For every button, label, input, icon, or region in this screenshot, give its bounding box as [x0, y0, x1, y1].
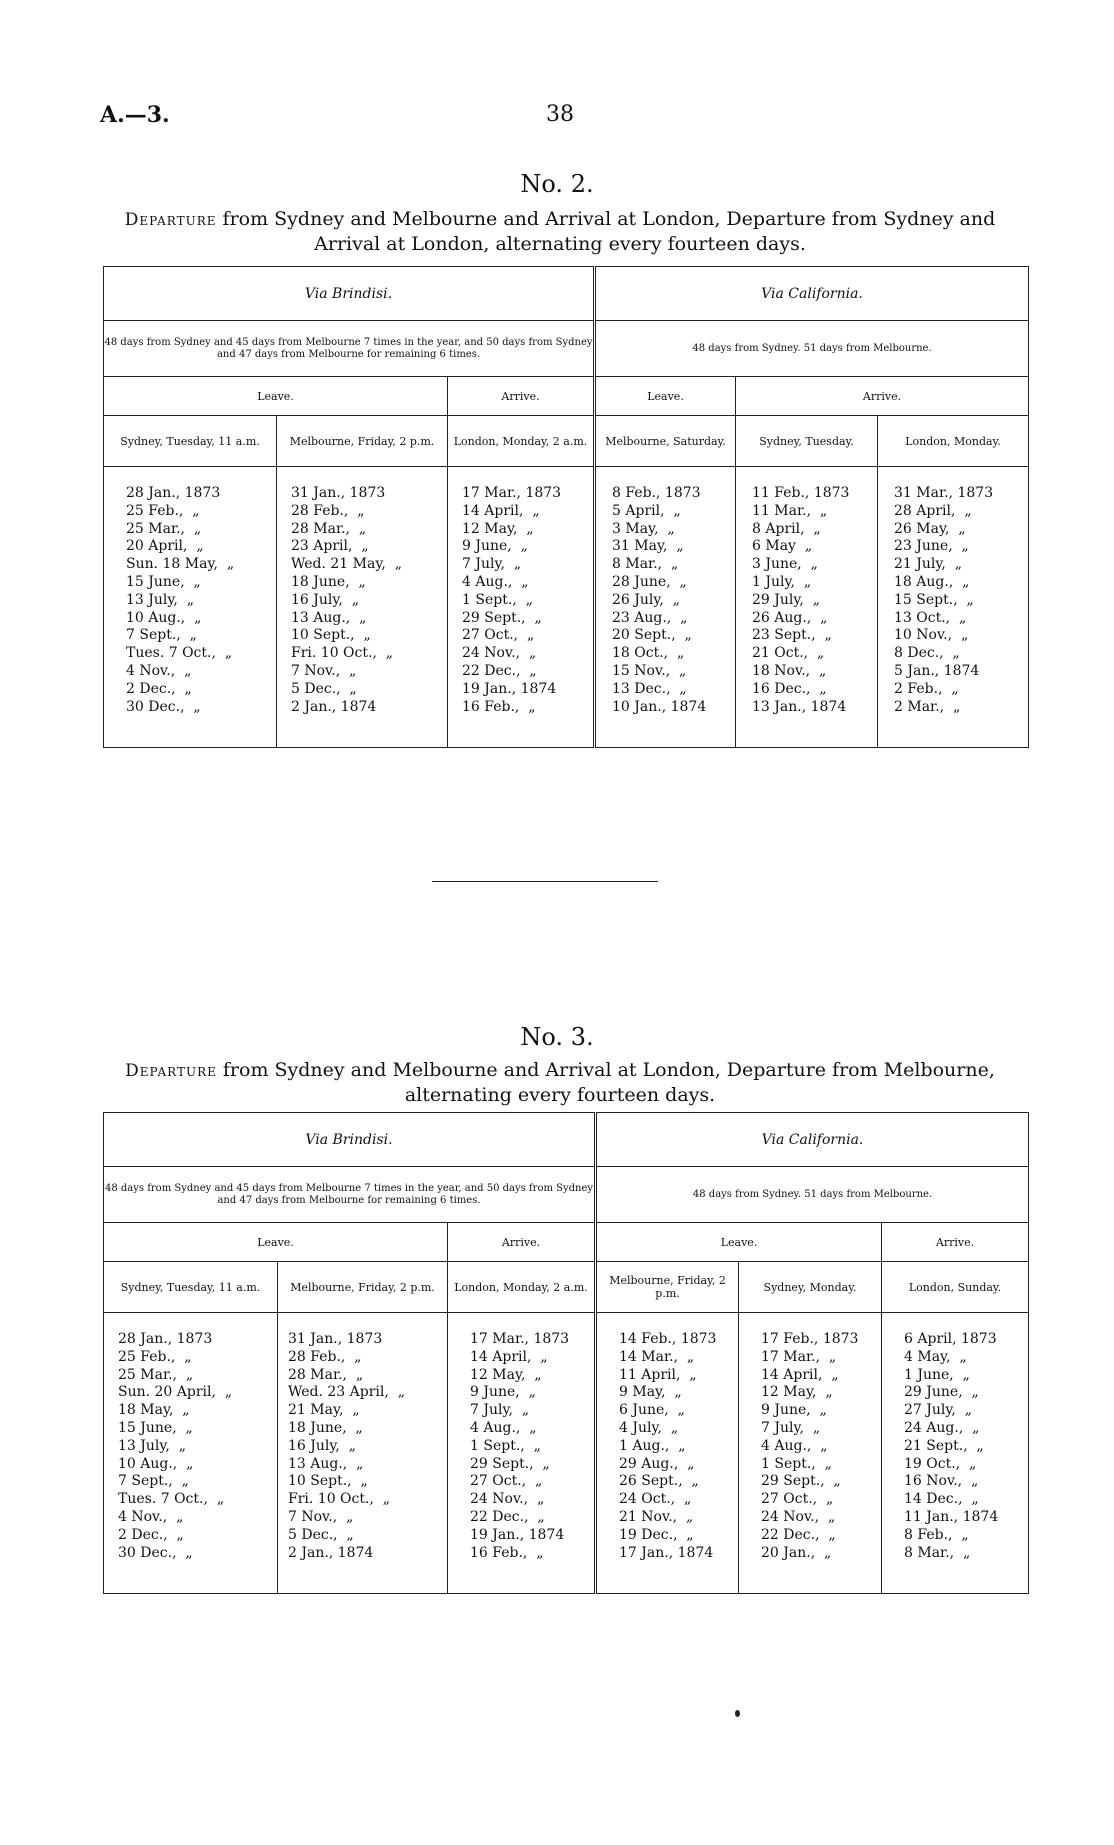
column-header: Melbourne, Saturday. — [595, 416, 736, 467]
column-header: Melbourne, Friday, 2 p.m. — [278, 1262, 448, 1313]
california-duration-note: 48 days from Sydney. 51 days from Melbourne. — [595, 321, 1029, 377]
via-brindisi-header: Via Brindisi. — [104, 1113, 596, 1167]
date-entry: Tues. 7 Oct., „ — [118, 1491, 225, 1508]
date-entry: 19 Dec., „ — [619, 1526, 694, 1543]
date-entry: 15 Nov., „ — [612, 662, 687, 679]
date-entry: 3 June, „ — [752, 556, 818, 573]
date-entry: 9 June, „ — [462, 538, 528, 555]
section-3-title-rest: from Sydney and Melbourne and Arrival at London, Departure from Melbourne, alternating every fourteen days. — [216, 1059, 995, 1106]
date-entry: 25 Feb., „ — [126, 502, 200, 519]
via-california-header: Via California. — [595, 267, 1029, 321]
column-header: London, Monday, 2 a.m. — [448, 416, 595, 467]
date-column — [739, 1313, 882, 1594]
date-entry: 24 Aug., „ — [904, 1419, 980, 1436]
date-entry: 16 July, „ — [288, 1437, 357, 1454]
date-entry: 28 Jan., 1873 — [118, 1331, 213, 1347]
date-entry: 28 June, „ — [612, 573, 687, 590]
date-entry: 4 Aug., „ — [462, 573, 529, 590]
date-entry: 21 Nov., „ — [619, 1508, 694, 1525]
date-entry: 1 Sept., „ — [761, 1455, 832, 1472]
arrive-label: Arrive. — [448, 377, 595, 416]
date-entry: 1 Sept., „ — [462, 591, 533, 608]
date-entry: 4 Aug., „ — [761, 1437, 828, 1454]
date-entry: 10 Aug., „ — [118, 1455, 194, 1472]
date-entry: 7 Sept., „ — [126, 627, 197, 644]
date-entry: 3 May, „ — [612, 520, 675, 537]
date-column — [596, 1313, 739, 1594]
section-3-title — [90, 1058, 1030, 1107]
column-header: Melbourne, Friday, 2 p.m. — [277, 416, 448, 467]
date-entry: 2 Mar., „ — [894, 698, 961, 715]
column-header: London, Monday. — [878, 416, 1029, 467]
date-entry: 7 July, „ — [761, 1419, 821, 1436]
date-entry: 13 Aug., „ — [291, 609, 367, 626]
arrive-label: Arrive. — [448, 1223, 596, 1262]
date-entry: 8 Dec., „ — [894, 645, 960, 662]
date-entry: 13 Aug., „ — [288, 1455, 364, 1472]
date-entry: 14 April, „ — [761, 1366, 839, 1383]
date-entry: 13 Dec., „ — [612, 680, 687, 697]
leave-label: Leave. — [104, 1223, 448, 1262]
ink-mark — [735, 1710, 740, 1717]
date-entry: 25 Mar., „ — [126, 520, 202, 537]
date-entry: 1 Aug., „ — [619, 1437, 686, 1454]
date-entry: 20 April, „ — [126, 538, 204, 555]
date-entry: 8 Mar., „ — [612, 556, 679, 573]
date-entry: 7 July, „ — [470, 1402, 530, 1419]
date-entry: Wed. 23 April, „ — [288, 1384, 405, 1401]
date-entry: Sun. 20 April, „ — [118, 1384, 233, 1401]
date-entry: 10 Sept., „ — [291, 627, 371, 644]
date-entry: 12 May, „ — [470, 1366, 542, 1383]
date-entry: 29 Sept., „ — [470, 1455, 550, 1472]
date-entry: 22 Dec., „ — [761, 1526, 836, 1543]
date-entry: 14 Mar., „ — [619, 1348, 695, 1365]
date-entry: 10 Nov., „ — [894, 627, 969, 644]
date-entry: 21 May, „ — [288, 1402, 360, 1419]
date-entry: 24 Nov., „ — [462, 645, 537, 662]
date-entry: 18 May, „ — [118, 1402, 190, 1419]
leave-label: Leave. — [104, 377, 448, 416]
date-entry: 17 Feb., 1873 — [761, 1331, 859, 1347]
date-entry: 7 July, „ — [462, 556, 522, 573]
date-entry: 9 June, „ — [470, 1384, 536, 1401]
date-entry: 28 April, „ — [894, 502, 972, 519]
date-entry: 21 Sept., „ — [904, 1437, 984, 1454]
column-header: London, Monday, 2 a.m. — [448, 1262, 596, 1313]
column-header: Sydney, Monday. — [739, 1262, 882, 1313]
date-entry: 24 Oct., „ — [619, 1491, 692, 1508]
column-header: Sydney, Tuesday. — [736, 416, 878, 467]
column-header: Melbourne, Friday, 2 p.m. — [596, 1262, 739, 1313]
date-column — [278, 1313, 448, 1594]
date-entry: 18 June, „ — [291, 573, 366, 590]
brindisi-duration-note: 48 days from Sydney and 45 days from Melbourne 7 times in the year, and 50 days from Sydney and 47 days from Melbourne for remaining 6 times. — [104, 321, 595, 377]
date-entry: 4 Nov., „ — [118, 1508, 184, 1525]
date-entry: 12 May, „ — [462, 520, 534, 537]
date-entry: 15 June, „ — [126, 573, 201, 590]
date-entry: 31 Jan., 1873 — [291, 485, 386, 501]
date-entry: 23 April, „ — [291, 538, 369, 555]
date-entry: 19 Oct., „ — [904, 1455, 977, 1472]
date-entry: Tues. 7 Oct., „ — [126, 645, 233, 662]
date-entry: 2 Dec., „ — [118, 1526, 184, 1543]
date-column — [736, 467, 878, 748]
date-entry: 18 Oct., „ — [612, 645, 685, 662]
date-column — [882, 1313, 1029, 1594]
date-entry: 30 Dec., „ — [118, 1544, 193, 1561]
date-entry: 16 Feb., „ — [470, 1544, 544, 1561]
date-entry: 4 Nov., „ — [126, 662, 192, 679]
date-entry: 8 Feb., 1873 — [612, 485, 701, 501]
date-entry: 29 June, „ — [904, 1384, 979, 1401]
date-entry: Wed. 21 May, „ — [291, 556, 402, 573]
arrive-label: Arrive. — [736, 377, 1029, 416]
date-entry: 29 Sept., „ — [761, 1473, 841, 1490]
date-entry: 24 Nov., „ — [470, 1491, 545, 1508]
brindisi-duration-note: 48 days from Sydney and 45 days from Melbourne 7 times in the year, and 50 days from Sydney and 47 days from Melbourne for remaining 6 times. — [104, 1167, 596, 1223]
date-entry: 11 Mar., „ — [752, 502, 828, 519]
leave-label: Leave. — [596, 1223, 882, 1262]
date-entry: 1 Sept., „ — [470, 1437, 541, 1454]
date-entry: 17 Mar., 1873 — [470, 1331, 570, 1347]
date-entry: 16 Feb., „ — [462, 698, 536, 715]
date-entry: 16 Nov., „ — [904, 1473, 979, 1490]
date-entry: 4 July, „ — [619, 1419, 679, 1436]
date-entry: 26 July, „ — [612, 591, 681, 608]
date-entry: 10 Aug., „ — [126, 609, 202, 626]
date-column — [104, 1313, 278, 1594]
leave-label: Leave. — [595, 377, 736, 416]
date-entry: 5 Dec., „ — [288, 1526, 354, 1543]
date-entry: 29 Aug., „ — [619, 1455, 695, 1472]
page-number: 38 — [546, 102, 574, 127]
date-entry: 13 Jan., 1874 — [752, 698, 847, 715]
date-entry: 26 Aug., „ — [752, 609, 828, 626]
california-duration-note: 48 days from Sydney. 51 days from Melbourne. — [596, 1167, 1029, 1223]
date-entry: 31 Mar., 1873 — [894, 485, 994, 501]
date-entry: 6 May „ — [752, 538, 813, 555]
date-entry: 25 Mar., „ — [118, 1366, 194, 1383]
schedule-table-3 — [103, 1112, 1029, 1594]
section-divider-rule — [432, 881, 658, 882]
date-entry: 31 May, „ — [612, 538, 684, 555]
date-entry: 16 July, „ — [291, 591, 360, 608]
date-entry: 7 Nov., „ — [288, 1508, 354, 1525]
date-entry: 29 Sept., „ — [462, 609, 542, 626]
arrive-label: Arrive. — [882, 1223, 1029, 1262]
date-entry: 2 Feb., „ — [894, 680, 959, 697]
date-entry: 6 June, „ — [619, 1402, 685, 1419]
date-entry: 27 Oct., „ — [761, 1491, 834, 1508]
section-2-title-lead: Departure — [124, 210, 217, 230]
date-entry: Fri. 10 Oct., „ — [291, 645, 394, 662]
date-column — [448, 467, 595, 748]
date-entry: 24 Nov., „ — [761, 1508, 836, 1525]
date-entry: 15 June, „ — [118, 1419, 193, 1436]
section-3-number: No. 3. — [520, 1023, 594, 1051]
date-entry: 29 July, „ — [752, 591, 821, 608]
date-entry: 21 Oct., „ — [752, 645, 825, 662]
date-entry: Fri. 10 Oct., „ — [288, 1491, 391, 1508]
date-entry: 18 June, „ — [288, 1419, 363, 1436]
date-entry: 19 Jan., 1874 — [470, 1526, 565, 1543]
date-entry: 8 April, „ — [752, 520, 821, 537]
date-entry: 8 Mar., „ — [904, 1544, 971, 1561]
date-column — [448, 1313, 596, 1594]
date-entry: 6 April, 1873 — [904, 1331, 997, 1347]
date-entry: 19 Jan., 1874 — [462, 680, 557, 697]
date-entry: 13 July, „ — [126, 591, 195, 608]
date-column — [595, 467, 736, 748]
date-entry: 11 April, „ — [619, 1366, 697, 1383]
date-entry: 14 April, „ — [462, 502, 540, 519]
date-entry: 7 Nov., „ — [291, 662, 357, 679]
date-column — [878, 467, 1029, 748]
date-entry: 12 May, „ — [761, 1384, 833, 1401]
date-entry: 28 Feb., „ — [288, 1348, 362, 1365]
date-entry: 30 Dec., „ — [126, 698, 201, 715]
date-entry: 18 Nov., „ — [752, 662, 827, 679]
date-entry: 23 Sept., „ — [752, 627, 832, 644]
date-entry: 23 June, „ — [894, 538, 969, 555]
date-entry: 28 Jan., 1873 — [126, 485, 221, 501]
date-entry: 2 Jan., 1874 — [288, 1544, 374, 1561]
date-entry: 26 Sept., „ — [619, 1473, 699, 1490]
date-entry: Sun. 18 May, „ — [126, 556, 235, 573]
date-entry: 10 Jan., 1874 — [612, 698, 707, 715]
date-entry: 31 Jan., 1873 — [288, 1331, 383, 1347]
date-entry: 9 June, „ — [761, 1402, 827, 1419]
date-entry: 22 Dec., „ — [462, 662, 537, 679]
section-3-title-lead: Departure — [125, 1061, 217, 1081]
date-entry: 14 Dec., „ — [904, 1491, 979, 1508]
via-california-header: Via California. — [596, 1113, 1029, 1167]
date-entry: 17 Mar., „ — [761, 1348, 837, 1365]
date-entry: 7 Sept., „ — [118, 1473, 189, 1490]
date-entry: 27 July, „ — [904, 1402, 973, 1419]
date-entry: 10 Sept., „ — [288, 1473, 368, 1490]
date-entry: 2 Jan., 1874 — [291, 698, 377, 715]
section-2-number: No. 2. — [520, 170, 594, 198]
date-entry: 16 Dec., „ — [752, 680, 827, 697]
section-2-title — [90, 207, 1030, 256]
date-entry: 28 Mar., „ — [288, 1366, 364, 1383]
date-entry: 8 Feb., „ — [904, 1526, 969, 1543]
date-entry: 20 Jan., „ — [761, 1544, 832, 1561]
date-entry: 14 Feb., 1873 — [619, 1331, 717, 1347]
section-2-title-rest: from Sydney and Melbourne and Arrival at London, Departure from Sydney and Arrival at London, alternating every fourteen days. — [216, 208, 996, 255]
date-entry: 25 Feb., „ — [118, 1348, 192, 1365]
date-entry: 5 Dec., „ — [291, 680, 357, 697]
date-entry: 17 Jan., 1874 — [619, 1544, 714, 1561]
column-header: Sydney, Tuesday, 11 a.m. — [104, 1262, 278, 1313]
date-entry: 1 July, „ — [752, 573, 812, 590]
column-header: Sydney, Tuesday, 11 a.m. — [104, 416, 277, 467]
date-entry: 13 July, „ — [118, 1437, 187, 1454]
date-column — [277, 467, 448, 748]
column-header: London, Sunday. — [882, 1262, 1029, 1313]
schedule-table-2 — [103, 266, 1029, 748]
date-entry: 17 Mar., 1873 — [462, 485, 562, 501]
date-entry: 27 Oct., „ — [470, 1473, 543, 1490]
via-brindisi-header: Via Brindisi. — [104, 267, 595, 321]
date-entry: 4 May, „ — [904, 1348, 967, 1365]
date-entry: 15 Sept., „ — [894, 591, 974, 608]
date-entry: 18 Aug., „ — [894, 573, 970, 590]
date-entry: 5 April, „ — [612, 502, 681, 519]
date-entry: 21 July, „ — [894, 556, 963, 573]
page-reference: A.—3. — [100, 102, 170, 128]
date-entry: 5 Jan., 1874 — [894, 662, 980, 679]
date-entry: 14 April, „ — [470, 1348, 548, 1365]
date-entry: 28 Feb., „ — [291, 502, 365, 519]
date-entry: 11 Feb., 1873 — [752, 485, 850, 501]
date-entry: 11 Jan., 1874 — [904, 1508, 999, 1525]
date-entry: 20 Sept., „ — [612, 627, 692, 644]
date-entry: 2 Dec., „ — [126, 680, 192, 697]
date-entry: 9 May, „ — [619, 1384, 682, 1401]
date-entry: 27 Oct., „ — [462, 627, 535, 644]
date-entry: 23 Aug., „ — [612, 609, 688, 626]
date-entry: 28 Mar., „ — [291, 520, 367, 537]
date-column — [104, 467, 277, 748]
date-entry: 26 May, „ — [894, 520, 966, 537]
date-entry: 13 Oct., „ — [894, 609, 967, 626]
date-entry: 1 June, „ — [904, 1366, 970, 1383]
date-entry: 22 Dec., „ — [470, 1508, 545, 1525]
date-entry: 4 Aug., „ — [470, 1419, 537, 1436]
